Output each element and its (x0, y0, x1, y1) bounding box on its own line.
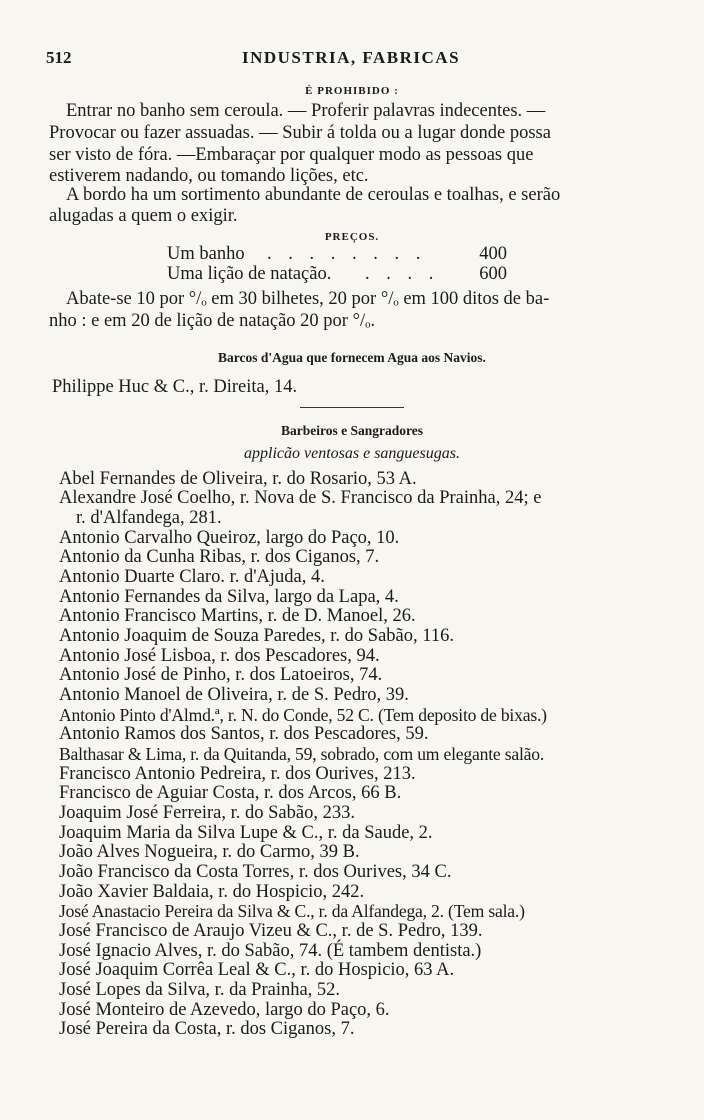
price-dots: . . . . (365, 264, 440, 284)
barbers-title: Barbeiros e Sangradores (280, 423, 423, 438)
discount-line: Abate-se 10 por °/ₒ em 30 bilhetes, 20 por °/ₒ em 100 ditos de ba- (66, 289, 550, 309)
price-row (167, 264, 507, 286)
barber-entry: Balthasar & Lima, r. da Quitanda, 59, sobrado, com um elegante salão. (59, 744, 545, 764)
barber-entry: Antonio Joaquim de Souza Paredes, r. do Sabão, 116. (59, 626, 454, 646)
barber-entry: Antonio da Cunha Ribas, r. dos Ciganos, 7. (59, 547, 380, 567)
running-title: INDUSTRIA, FABRICAS (241, 48, 461, 67)
barber-entry: Antonio José Lisboa, r. dos Pescadores, 94. (59, 646, 380, 666)
barber-entry: João Alves Nogueira, r. do Carmo, 39 B. (59, 842, 360, 862)
barber-entry: Antonio Duarte Claro. r. d'Ajuda, 4. (59, 567, 325, 587)
prohibited-line: ser visto de fóra. —Embaraçar por qualquer modo as pessoas que (49, 145, 534, 165)
barber-entry: João Xavier Baldaia, r. do Hospicio, 242. (59, 882, 365, 902)
barber-entry: Francisco de Aguiar Costa, r. dos Arcos, 66 B. (59, 783, 402, 803)
barber-entry: Antonio Carvalho Queiroz, largo do Paço, 10. (59, 528, 400, 548)
barber-entry: Alexandre José Coelho, r. Nova de S. Francisco da Prainha, 24; e (59, 488, 542, 508)
barber-entry: José Monteiro de Azevedo, largo do Paço, 6. (59, 1000, 390, 1020)
barber-entry: Joaquim José Ferreira, r. do Sabão, 233. (59, 803, 355, 823)
prohibited-line: A bordo ha um sortimento abundante de ceroulas e toalhas, e serão (66, 185, 561, 205)
water-boats-title: Barcos d'Agua que fornecem Agua aos Navios. (218, 350, 486, 365)
barber-entry: Francisco Antonio Pedreira, r. dos Ourives, 213. (59, 764, 416, 784)
barber-entry: Antonio Fernandes da Silva, largo da Lapa, 4. (59, 587, 399, 607)
barber-entry: Joaquim Maria da Silva Lupe & C., r. da Saude, 2. (59, 823, 433, 843)
barber-entry: Antonio Manoel de Oliveira, r. de S. Pedro, 39. (59, 685, 409, 705)
page-number: 512 (46, 48, 72, 67)
price-row (167, 244, 507, 266)
barber-entry: Antonio Francisco Martins, r. de D. Manoel, 26. (59, 606, 416, 626)
prices-heading: PREÇOS. (324, 231, 380, 243)
prohibited-line: Provocar ou fazer assuadas. — Subir á tolda ou a lugar donde possa (49, 123, 551, 143)
discount-line: nho : e em 20 de lição de natação 20 por °/ₒ. (49, 311, 376, 331)
barber-entry: Antonio José de Pinho, r. dos Latoeiros, 74. (59, 665, 383, 685)
price-value: 400 (479, 244, 507, 264)
barber-entry: r. d'Alfandega, 281. (76, 508, 222, 528)
water-boat-entry: Philippe Huc & C., r. Direita, 14. (52, 377, 298, 397)
prohibited-line: estiverem nadando, ou tomando lições, etc. (49, 166, 369, 186)
barber-entry: Antonio Pinto d'Almd.ª, r. N. do Conde, 52 C. (Tem deposito de bixas.) (59, 705, 547, 725)
barber-entry: João Francisco da Costa Torres, r. dos Ourives, 34 C. (59, 862, 452, 882)
price-label: Um banho (167, 244, 245, 264)
barber-entry: José Francisco de Araujo Vizeu & C., r. de S. Pedro, 139. (59, 921, 483, 941)
section-divider (300, 407, 404, 408)
price-label: Uma lição de natação. (167, 264, 332, 284)
price-dots: . . . . . . . . (267, 244, 427, 264)
barber-entry: Antonio Ramos dos Santos, r. dos Pescadores, 59. (59, 724, 429, 744)
page-header (46, 48, 656, 72)
barber-entry: José Anastacio Pereira da Silva & C., r. da Alfandega, 2. (Tem sala.) (59, 901, 525, 921)
barber-entry: José Joaquim Corrêa Leal & C., r. do Hospicio, 63 A. (59, 960, 455, 980)
barber-entry: José Lopes da Silva, r. da Prainha, 52. (59, 980, 341, 1000)
barber-entry: José Pereira da Costa, r. dos Ciganos, 7. (59, 1019, 355, 1039)
barber-entry: Abel Fernandes de Oliveira, r. do Rosario, 53 A. (59, 469, 417, 489)
prohibited-line: alugadas a quem o exigir. (49, 206, 238, 226)
barber-entry: José Ignacio Alves, r. do Sabão, 74. (É tambem dentista.) (59, 941, 482, 961)
prohibited-line: Entrar no banho sem ceroula. — Proferir palavras indecentes. — (66, 101, 546, 121)
barbers-subtitle: applicão ventosas e sanguesugas. (244, 445, 460, 462)
prohibited-heading: É PROHIBIDO : (305, 85, 399, 97)
price-value: 600 (479, 264, 507, 284)
